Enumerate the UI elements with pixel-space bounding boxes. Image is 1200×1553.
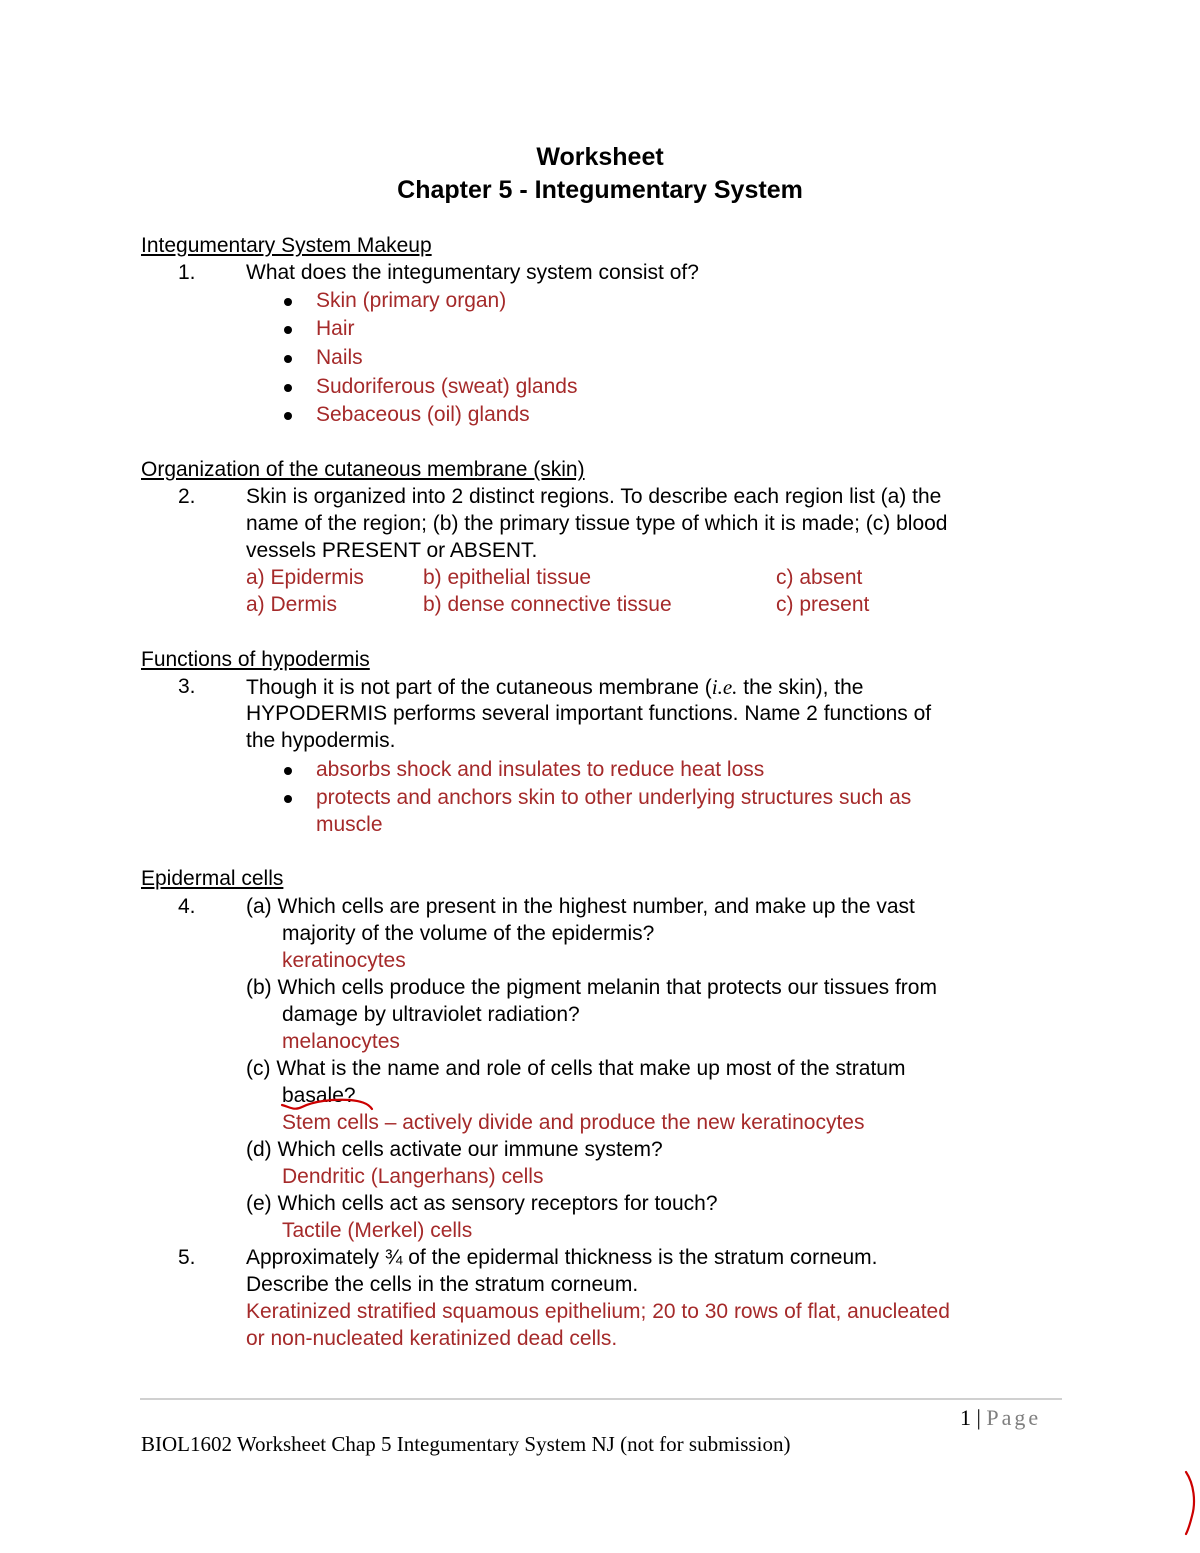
footer-divider (140, 1398, 1062, 1400)
question-text: majority of the volume of the epidermis? (282, 922, 655, 945)
bullet-icon (284, 384, 292, 392)
answer-blood-vessels: c) absent (776, 566, 863, 589)
question-text: damage by ultraviolet radiation? (282, 1003, 580, 1026)
question-number: 2. (178, 485, 196, 508)
question-text: What does the integumentary system consist of? (246, 261, 699, 284)
answer-text: Tactile (Merkel) cells (282, 1219, 473, 1242)
question-text: Approximately ¾ of the epidermal thickness is the stratum corneum. (246, 1246, 878, 1269)
answer-text: or non-nucleated keratinized dead cells. (246, 1327, 618, 1350)
answer-continuation: muscle (316, 813, 383, 836)
question-text: name of the region; (b) the primary tissue type of which it is made; (c) blood (246, 512, 948, 535)
answer-text: Dendritic (Langerhans) cells (282, 1165, 544, 1188)
answer-text: melanocytes (282, 1030, 400, 1053)
bullet-icon (284, 795, 292, 803)
bullet-icon (284, 298, 292, 306)
section-heading-hypodermis: Functions of hypodermis (141, 648, 370, 671)
question-number: 5. (178, 1246, 196, 1269)
section-heading-organization: Organization of the cutaneous membrane (skin) (141, 458, 585, 481)
chapter-title: Chapter 5 - Integumentary System (397, 176, 803, 204)
bullet-icon (284, 412, 292, 420)
question-text: vessels PRESENT or ABSENT. (246, 539, 538, 562)
question-text: (e) Which cells act as sensory receptors for touch? (246, 1192, 718, 1215)
question-text: (a) Which cells are present in the highest number, and make up the vast (246, 895, 915, 918)
question-text: Skin is organized into 2 distinct regions. To describe each region list (a) the (246, 485, 942, 508)
question-text: basale? (282, 1084, 356, 1107)
footer-course-line: BIOL1602 Worksheet Chap 5 Integumentary System NJ (not for submission) (141, 1432, 791, 1456)
answer-tissue-type: b) dense connective tissue (423, 593, 672, 616)
question-text: Describe the cells in the stratum corneum. (246, 1273, 639, 1296)
page-number: 1 | Page (960, 1405, 1042, 1430)
question-text: the hypodermis. (246, 729, 396, 752)
question-text: (d) Which cells activate our immune system? (246, 1138, 663, 1161)
handwritten-underline-mark (280, 1091, 380, 1113)
bullet-icon (284, 326, 292, 334)
question-number: 4. (178, 895, 196, 918)
question-number: 3. (178, 675, 196, 698)
answer-text: Stem cells – actively divide and produce the new keratinocytes (282, 1111, 865, 1134)
worksheet-title: Worksheet (536, 143, 664, 171)
answer-text: keratinocytes (282, 949, 406, 972)
section-heading-epidermal-cells: Epidermal cells (141, 867, 284, 890)
question-text: (b) Which cells produce the pigment melanin that protects our tissues from (246, 976, 937, 999)
question-text: (c) What is the name and role of cells that make up most of the stratum (246, 1057, 906, 1080)
answer-region-name: a) Epidermis (246, 566, 364, 589)
question-text: Though it is not part of the cutaneous membrane (i.e. the skin), the (246, 675, 864, 699)
question-number: 1. (178, 261, 196, 284)
answer-text: Keratinized stratified squamous epithelium; 20 to 30 rows of flat, anucleated (246, 1300, 950, 1323)
section-heading-makeup: Integumentary System Makeup (141, 234, 432, 257)
bullet-icon (284, 767, 292, 775)
margin-annotation-mark (1180, 1468, 1200, 1538)
question-text: HYPODERMIS performs several important functions. Name 2 functions of (246, 702, 932, 725)
bullet-icon (284, 355, 292, 363)
answer-tissue-type: b) epithelial tissue (423, 566, 592, 589)
answer-region-name: a) Dermis (246, 593, 338, 616)
answer-blood-vessels: c) present (776, 593, 870, 616)
